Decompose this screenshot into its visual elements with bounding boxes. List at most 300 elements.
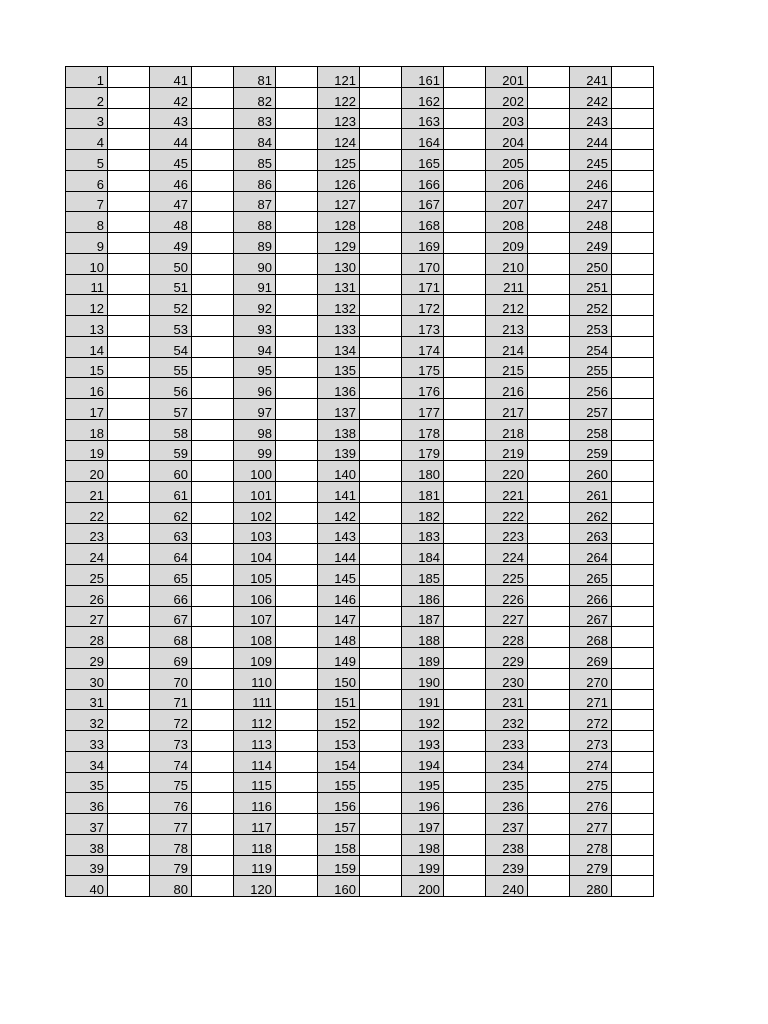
number-cell[interactable]: 275 xyxy=(570,772,612,793)
number-cell[interactable]: 254 xyxy=(570,336,612,357)
number-cell[interactable]: 35 xyxy=(66,772,108,793)
number-cell[interactable]: 186 xyxy=(402,585,444,606)
number-cell[interactable]: 89 xyxy=(234,233,276,254)
number-cell[interactable]: 10 xyxy=(66,253,108,274)
number-cell[interactable]: 46 xyxy=(150,170,192,191)
number-cell[interactable]: 56 xyxy=(150,378,192,399)
blank-cell[interactable] xyxy=(528,793,570,814)
number-cell[interactable]: 42 xyxy=(150,87,192,108)
number-cell[interactable]: 266 xyxy=(570,585,612,606)
number-cell[interactable]: 14 xyxy=(66,336,108,357)
blank-cell[interactable] xyxy=(192,67,234,88)
blank-cell[interactable] xyxy=(612,253,654,274)
blank-cell[interactable] xyxy=(444,668,486,689)
blank-cell[interactable] xyxy=(444,565,486,586)
number-cell[interactable]: 197 xyxy=(402,814,444,835)
blank-cell[interactable] xyxy=(192,814,234,835)
blank-cell[interactable] xyxy=(276,502,318,523)
number-cell[interactable]: 93 xyxy=(234,316,276,337)
blank-cell[interactable] xyxy=(360,87,402,108)
blank-cell[interactable] xyxy=(192,502,234,523)
number-cell[interactable]: 213 xyxy=(486,316,528,337)
blank-cell[interactable] xyxy=(612,108,654,129)
blank-cell[interactable] xyxy=(612,585,654,606)
number-cell[interactable]: 157 xyxy=(318,814,360,835)
blank-cell[interactable] xyxy=(444,648,486,669)
blank-cell[interactable] xyxy=(612,378,654,399)
number-cell[interactable]: 187 xyxy=(402,606,444,627)
number-cell[interactable]: 224 xyxy=(486,544,528,565)
number-cell[interactable]: 270 xyxy=(570,668,612,689)
number-cell[interactable]: 110 xyxy=(234,668,276,689)
blank-cell[interactable] xyxy=(276,336,318,357)
number-cell[interactable]: 59 xyxy=(150,440,192,461)
blank-cell[interactable] xyxy=(108,482,150,503)
number-cell[interactable]: 79 xyxy=(150,855,192,876)
number-cell[interactable]: 94 xyxy=(234,336,276,357)
blank-cell[interactable] xyxy=(276,627,318,648)
blank-cell[interactable] xyxy=(276,565,318,586)
number-cell[interactable]: 54 xyxy=(150,336,192,357)
blank-cell[interactable] xyxy=(360,585,402,606)
number-cell[interactable]: 230 xyxy=(486,668,528,689)
number-cell[interactable]: 37 xyxy=(66,814,108,835)
number-cell[interactable]: 116 xyxy=(234,793,276,814)
number-cell[interactable]: 88 xyxy=(234,212,276,233)
blank-cell[interactable] xyxy=(108,731,150,752)
blank-cell[interactable] xyxy=(444,129,486,150)
blank-cell[interactable] xyxy=(612,170,654,191)
number-cell[interactable]: 72 xyxy=(150,710,192,731)
blank-cell[interactable] xyxy=(192,731,234,752)
blank-cell[interactable] xyxy=(276,212,318,233)
number-cell[interactable]: 182 xyxy=(402,502,444,523)
number-cell[interactable]: 60 xyxy=(150,461,192,482)
blank-cell[interactable] xyxy=(276,834,318,855)
number-cell[interactable]: 80 xyxy=(150,876,192,897)
blank-cell[interactable] xyxy=(276,855,318,876)
blank-cell[interactable] xyxy=(444,150,486,171)
number-cell[interactable]: 263 xyxy=(570,523,612,544)
blank-cell[interactable] xyxy=(612,523,654,544)
blank-cell[interactable] xyxy=(192,150,234,171)
blank-cell[interactable] xyxy=(444,502,486,523)
blank-cell[interactable] xyxy=(360,855,402,876)
blank-cell[interactable] xyxy=(360,482,402,503)
blank-cell[interactable] xyxy=(360,419,402,440)
blank-cell[interactable] xyxy=(528,751,570,772)
blank-cell[interactable] xyxy=(612,274,654,295)
blank-cell[interactable] xyxy=(528,129,570,150)
number-cell[interactable]: 242 xyxy=(570,87,612,108)
blank-cell[interactable] xyxy=(528,316,570,337)
blank-cell[interactable] xyxy=(612,129,654,150)
number-cell[interactable]: 32 xyxy=(66,710,108,731)
number-cell[interactable]: 245 xyxy=(570,150,612,171)
blank-cell[interactable] xyxy=(528,253,570,274)
blank-cell[interactable] xyxy=(192,170,234,191)
number-cell[interactable]: 66 xyxy=(150,585,192,606)
blank-cell[interactable] xyxy=(444,440,486,461)
number-cell[interactable]: 2 xyxy=(66,87,108,108)
blank-cell[interactable] xyxy=(528,523,570,544)
blank-cell[interactable] xyxy=(444,876,486,897)
blank-cell[interactable] xyxy=(444,834,486,855)
number-cell[interactable]: 1 xyxy=(66,67,108,88)
blank-cell[interactable] xyxy=(360,274,402,295)
number-cell[interactable]: 135 xyxy=(318,357,360,378)
number-cell[interactable]: 51 xyxy=(150,274,192,295)
number-cell[interactable]: 265 xyxy=(570,565,612,586)
blank-cell[interactable] xyxy=(360,357,402,378)
number-cell[interactable]: 154 xyxy=(318,751,360,772)
blank-cell[interactable] xyxy=(444,585,486,606)
number-cell[interactable]: 6 xyxy=(66,170,108,191)
blank-cell[interactable] xyxy=(360,170,402,191)
blank-cell[interactable] xyxy=(612,150,654,171)
blank-cell[interactable] xyxy=(360,233,402,254)
blank-cell[interactable] xyxy=(276,316,318,337)
number-cell[interactable]: 18 xyxy=(66,419,108,440)
blank-cell[interactable] xyxy=(276,150,318,171)
blank-cell[interactable] xyxy=(108,565,150,586)
number-cell[interactable]: 43 xyxy=(150,108,192,129)
blank-cell[interactable] xyxy=(276,419,318,440)
blank-cell[interactable] xyxy=(528,855,570,876)
number-cell[interactable]: 176 xyxy=(402,378,444,399)
number-cell[interactable]: 177 xyxy=(402,399,444,420)
blank-cell[interactable] xyxy=(360,108,402,129)
blank-cell[interactable] xyxy=(528,482,570,503)
blank-cell[interactable] xyxy=(276,67,318,88)
number-cell[interactable]: 163 xyxy=(402,108,444,129)
number-cell[interactable]: 164 xyxy=(402,129,444,150)
number-cell[interactable]: 175 xyxy=(402,357,444,378)
blank-cell[interactable] xyxy=(360,876,402,897)
number-cell[interactable]: 208 xyxy=(486,212,528,233)
number-cell[interactable]: 67 xyxy=(150,606,192,627)
number-cell[interactable]: 227 xyxy=(486,606,528,627)
number-cell[interactable]: 250 xyxy=(570,253,612,274)
blank-cell[interactable] xyxy=(276,544,318,565)
blank-cell[interactable] xyxy=(192,399,234,420)
blank-cell[interactable] xyxy=(192,295,234,316)
blank-cell[interactable] xyxy=(192,419,234,440)
blank-cell[interactable] xyxy=(276,751,318,772)
blank-cell[interactable] xyxy=(192,689,234,710)
number-cell[interactable]: 134 xyxy=(318,336,360,357)
number-cell[interactable]: 119 xyxy=(234,855,276,876)
number-cell[interactable]: 215 xyxy=(486,357,528,378)
blank-cell[interactable] xyxy=(192,668,234,689)
number-cell[interactable]: 98 xyxy=(234,419,276,440)
blank-cell[interactable] xyxy=(276,399,318,420)
number-cell[interactable]: 241 xyxy=(570,67,612,88)
blank-cell[interactable] xyxy=(528,648,570,669)
blank-cell[interactable] xyxy=(528,67,570,88)
blank-cell[interactable] xyxy=(528,668,570,689)
number-cell[interactable]: 271 xyxy=(570,689,612,710)
number-cell[interactable]: 158 xyxy=(318,834,360,855)
number-cell[interactable]: 243 xyxy=(570,108,612,129)
blank-cell[interactable] xyxy=(528,150,570,171)
number-cell[interactable]: 226 xyxy=(486,585,528,606)
blank-cell[interactable] xyxy=(192,876,234,897)
blank-cell[interactable] xyxy=(528,108,570,129)
number-cell[interactable]: 27 xyxy=(66,606,108,627)
blank-cell[interactable] xyxy=(276,793,318,814)
blank-cell[interactable] xyxy=(444,399,486,420)
number-cell[interactable]: 280 xyxy=(570,876,612,897)
number-cell[interactable]: 70 xyxy=(150,668,192,689)
number-cell[interactable]: 50 xyxy=(150,253,192,274)
blank-cell[interactable] xyxy=(612,212,654,233)
number-cell[interactable]: 255 xyxy=(570,357,612,378)
blank-cell[interactable] xyxy=(444,295,486,316)
blank-cell[interactable] xyxy=(444,772,486,793)
number-cell[interactable]: 90 xyxy=(234,253,276,274)
blank-cell[interactable] xyxy=(528,731,570,752)
blank-cell[interactable] xyxy=(192,233,234,254)
blank-cell[interactable] xyxy=(360,253,402,274)
blank-cell[interactable] xyxy=(192,253,234,274)
number-cell[interactable]: 111 xyxy=(234,689,276,710)
number-cell[interactable]: 121 xyxy=(318,67,360,88)
number-cell[interactable]: 125 xyxy=(318,150,360,171)
blank-cell[interactable] xyxy=(444,87,486,108)
number-cell[interactable]: 30 xyxy=(66,668,108,689)
number-cell[interactable]: 261 xyxy=(570,482,612,503)
number-cell[interactable]: 252 xyxy=(570,295,612,316)
blank-cell[interactable] xyxy=(528,419,570,440)
number-cell[interactable]: 151 xyxy=(318,689,360,710)
number-cell[interactable]: 238 xyxy=(486,834,528,855)
blank-cell[interactable] xyxy=(612,316,654,337)
number-cell[interactable]: 86 xyxy=(234,170,276,191)
blank-cell[interactable] xyxy=(528,502,570,523)
blank-cell[interactable] xyxy=(108,87,150,108)
number-cell[interactable]: 23 xyxy=(66,523,108,544)
number-cell[interactable]: 162 xyxy=(402,87,444,108)
number-cell[interactable]: 26 xyxy=(66,585,108,606)
blank-cell[interactable] xyxy=(108,648,150,669)
number-cell[interactable]: 147 xyxy=(318,606,360,627)
number-cell[interactable]: 3 xyxy=(66,108,108,129)
number-cell[interactable]: 82 xyxy=(234,87,276,108)
number-cell[interactable]: 45 xyxy=(150,150,192,171)
blank-cell[interactable] xyxy=(360,751,402,772)
number-cell[interactable]: 240 xyxy=(486,876,528,897)
number-cell[interactable]: 247 xyxy=(570,191,612,212)
number-cell[interactable]: 17 xyxy=(66,399,108,420)
blank-cell[interactable] xyxy=(528,689,570,710)
number-cell[interactable]: 192 xyxy=(402,710,444,731)
blank-cell[interactable] xyxy=(108,253,150,274)
blank-cell[interactable] xyxy=(612,814,654,835)
blank-cell[interactable] xyxy=(108,461,150,482)
blank-cell[interactable] xyxy=(108,585,150,606)
number-cell[interactable]: 124 xyxy=(318,129,360,150)
blank-cell[interactable] xyxy=(444,419,486,440)
blank-cell[interactable] xyxy=(360,316,402,337)
number-cell[interactable]: 57 xyxy=(150,399,192,420)
blank-cell[interactable] xyxy=(108,544,150,565)
number-cell[interactable]: 202 xyxy=(486,87,528,108)
blank-cell[interactable] xyxy=(612,191,654,212)
number-cell[interactable]: 272 xyxy=(570,710,612,731)
number-cell[interactable]: 191 xyxy=(402,689,444,710)
number-cell[interactable]: 7 xyxy=(66,191,108,212)
blank-cell[interactable] xyxy=(444,67,486,88)
number-cell[interactable]: 211 xyxy=(486,274,528,295)
blank-cell[interactable] xyxy=(192,606,234,627)
number-cell[interactable]: 273 xyxy=(570,731,612,752)
number-cell[interactable]: 126 xyxy=(318,170,360,191)
number-cell[interactable]: 206 xyxy=(486,170,528,191)
number-cell[interactable]: 100 xyxy=(234,461,276,482)
blank-cell[interactable] xyxy=(276,689,318,710)
blank-cell[interactable] xyxy=(528,814,570,835)
blank-cell[interactable] xyxy=(444,855,486,876)
blank-cell[interactable] xyxy=(444,233,486,254)
number-cell[interactable]: 181 xyxy=(402,482,444,503)
blank-cell[interactable] xyxy=(192,274,234,295)
number-cell[interactable]: 244 xyxy=(570,129,612,150)
number-cell[interactable]: 78 xyxy=(150,834,192,855)
blank-cell[interactable] xyxy=(444,544,486,565)
number-cell[interactable]: 96 xyxy=(234,378,276,399)
number-cell[interactable]: 68 xyxy=(150,627,192,648)
blank-cell[interactable] xyxy=(528,627,570,648)
blank-cell[interactable] xyxy=(528,399,570,420)
number-cell[interactable]: 114 xyxy=(234,751,276,772)
blank-cell[interactable] xyxy=(192,87,234,108)
number-cell[interactable]: 201 xyxy=(486,67,528,88)
number-cell[interactable]: 161 xyxy=(402,67,444,88)
blank-cell[interactable] xyxy=(612,751,654,772)
blank-cell[interactable] xyxy=(360,627,402,648)
number-cell[interactable]: 168 xyxy=(402,212,444,233)
blank-cell[interactable] xyxy=(108,378,150,399)
number-cell[interactable]: 48 xyxy=(150,212,192,233)
number-cell[interactable]: 122 xyxy=(318,87,360,108)
number-cell[interactable]: 198 xyxy=(402,834,444,855)
blank-cell[interactable] xyxy=(360,565,402,586)
number-cell[interactable]: 47 xyxy=(150,191,192,212)
blank-cell[interactable] xyxy=(192,482,234,503)
blank-cell[interactable] xyxy=(528,710,570,731)
number-cell[interactable]: 4 xyxy=(66,129,108,150)
number-cell[interactable]: 144 xyxy=(318,544,360,565)
blank-cell[interactable] xyxy=(108,336,150,357)
number-cell[interactable]: 69 xyxy=(150,648,192,669)
blank-cell[interactable] xyxy=(612,793,654,814)
blank-cell[interactable] xyxy=(444,336,486,357)
number-cell[interactable]: 58 xyxy=(150,419,192,440)
number-cell[interactable]: 106 xyxy=(234,585,276,606)
number-cell[interactable]: 188 xyxy=(402,627,444,648)
blank-cell[interactable] xyxy=(108,170,150,191)
blank-cell[interactable] xyxy=(360,772,402,793)
number-cell[interactable]: 109 xyxy=(234,648,276,669)
blank-cell[interactable] xyxy=(108,316,150,337)
blank-cell[interactable] xyxy=(108,129,150,150)
blank-cell[interactable] xyxy=(360,150,402,171)
blank-cell[interactable] xyxy=(528,440,570,461)
blank-cell[interactable] xyxy=(612,710,654,731)
number-cell[interactable]: 249 xyxy=(570,233,612,254)
number-cell[interactable]: 49 xyxy=(150,233,192,254)
blank-cell[interactable] xyxy=(192,565,234,586)
number-cell[interactable]: 251 xyxy=(570,274,612,295)
blank-cell[interactable] xyxy=(360,648,402,669)
blank-cell[interactable] xyxy=(528,565,570,586)
blank-cell[interactable] xyxy=(528,87,570,108)
blank-cell[interactable] xyxy=(276,129,318,150)
number-cell[interactable]: 155 xyxy=(318,772,360,793)
blank-cell[interactable] xyxy=(612,502,654,523)
number-cell[interactable]: 159 xyxy=(318,855,360,876)
blank-cell[interactable] xyxy=(444,731,486,752)
number-cell[interactable]: 113 xyxy=(234,731,276,752)
number-cell[interactable]: 118 xyxy=(234,834,276,855)
number-cell[interactable]: 41 xyxy=(150,67,192,88)
blank-cell[interactable] xyxy=(192,212,234,233)
number-cell[interactable]: 136 xyxy=(318,378,360,399)
blank-cell[interactable] xyxy=(276,87,318,108)
number-cell[interactable]: 120 xyxy=(234,876,276,897)
number-cell[interactable]: 160 xyxy=(318,876,360,897)
number-cell[interactable]: 248 xyxy=(570,212,612,233)
number-cell[interactable]: 259 xyxy=(570,440,612,461)
number-cell[interactable]: 172 xyxy=(402,295,444,316)
blank-cell[interactable] xyxy=(612,668,654,689)
number-cell[interactable]: 212 xyxy=(486,295,528,316)
blank-cell[interactable] xyxy=(192,834,234,855)
blank-cell[interactable] xyxy=(360,336,402,357)
blank-cell[interactable] xyxy=(276,648,318,669)
number-cell[interactable]: 260 xyxy=(570,461,612,482)
blank-cell[interactable] xyxy=(108,814,150,835)
blank-cell[interactable] xyxy=(612,233,654,254)
blank-cell[interactable] xyxy=(360,67,402,88)
number-cell[interactable]: 221 xyxy=(486,482,528,503)
blank-cell[interactable] xyxy=(444,357,486,378)
number-cell[interactable]: 173 xyxy=(402,316,444,337)
number-cell[interactable]: 24 xyxy=(66,544,108,565)
number-cell[interactable]: 77 xyxy=(150,814,192,835)
number-cell[interactable]: 236 xyxy=(486,793,528,814)
number-cell[interactable]: 209 xyxy=(486,233,528,254)
number-cell[interactable]: 257 xyxy=(570,399,612,420)
blank-cell[interactable] xyxy=(528,772,570,793)
blank-cell[interactable] xyxy=(528,295,570,316)
number-cell[interactable]: 133 xyxy=(318,316,360,337)
blank-cell[interactable] xyxy=(360,523,402,544)
blank-cell[interactable] xyxy=(192,544,234,565)
blank-cell[interactable] xyxy=(108,399,150,420)
number-cell[interactable]: 20 xyxy=(66,461,108,482)
blank-cell[interactable] xyxy=(528,191,570,212)
blank-cell[interactable] xyxy=(360,606,402,627)
blank-cell[interactable] xyxy=(108,855,150,876)
blank-cell[interactable] xyxy=(360,710,402,731)
blank-cell[interactable] xyxy=(192,793,234,814)
number-cell[interactable]: 210 xyxy=(486,253,528,274)
blank-cell[interactable] xyxy=(108,274,150,295)
blank-cell[interactable] xyxy=(276,814,318,835)
blank-cell[interactable] xyxy=(360,440,402,461)
